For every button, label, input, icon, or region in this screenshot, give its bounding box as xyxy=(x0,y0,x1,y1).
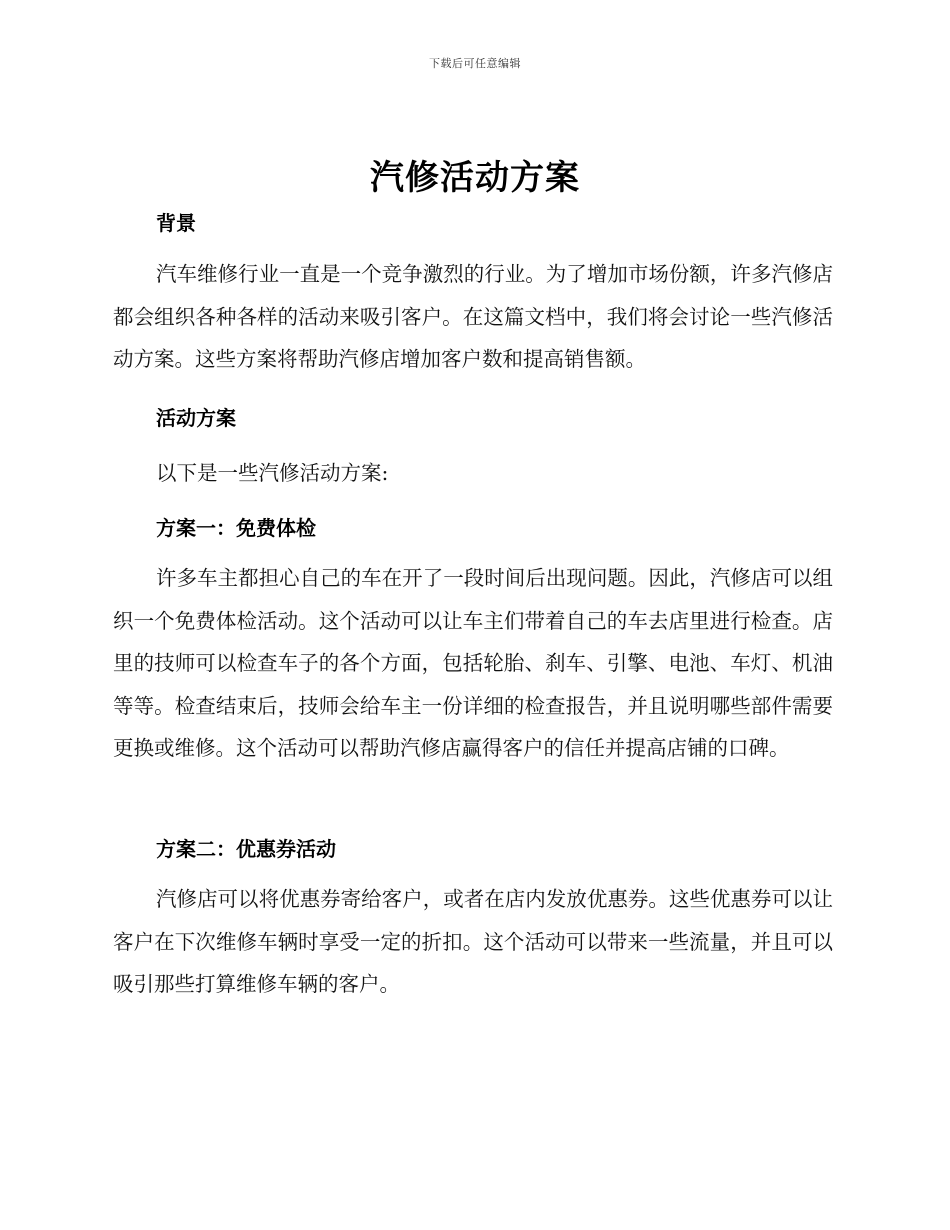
paragraph-background: 汽车维修行业一直是一个竞争激烈的行业。为了增加市场份额，许多汽修店都会组织各种各样的活动来吸引客户。在这篇文档中，我们将会讨论一些汽修活动方案。这些方案将帮助汽修店增加客户数和提高销售额。 xyxy=(113,262,833,371)
section-heading-plan1: 方案一：免费体检 xyxy=(156,516,316,540)
header-note: 下载后可任意编辑 xyxy=(429,57,521,70)
section-heading-background: 背景 xyxy=(156,211,196,235)
section-heading-plan2: 方案二：优惠券活动 xyxy=(156,837,336,861)
paragraph-plans-intro: 以下是一些汽修活动方案: xyxy=(156,461,389,485)
paragraph-plan1: 许多车主都担心自己的车在开了一段时间后出现问题。因此，汽修店可以组织一个免费体检活动。这个活动可以让车主们带着自己的车去店里进行检查。店里的技师可以检查车子的各个方面，包括轮胎、刹车、引擎、电池、车灯、机油等等。检查结束后，技师会给车主一份详细的检查报告，并且说明哪些部件需要更换或维修。这个活动可以帮助汽修店赢得客户的信任并提高店铺的口碑。 xyxy=(113,566,833,760)
section-heading-plans: 活动方案 xyxy=(156,406,236,430)
page-title: 汽修活动方案 xyxy=(370,158,580,198)
paragraph-plan2: 汽修店可以将优惠券寄给客户，或者在店内发放优惠券。这些优惠券可以让客户在下次维修车辆时享受一定的折扣。这个活动可以带来一些流量，并且可以吸引那些打算维修车辆的客户。 xyxy=(113,887,833,996)
